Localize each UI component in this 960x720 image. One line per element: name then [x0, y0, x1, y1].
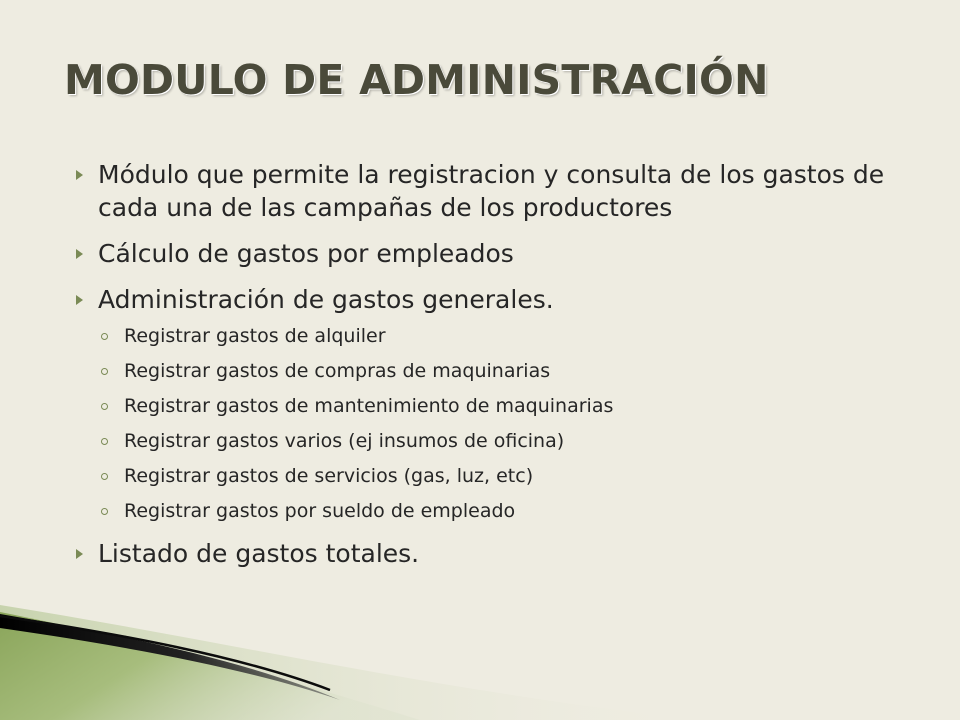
bullet-item	[70, 237, 910, 270]
arrow-bullet-icon	[76, 295, 83, 305]
bullet-item	[70, 158, 910, 224]
circle-bullet-icon	[101, 368, 108, 375]
circle-bullet-icon	[101, 333, 108, 340]
bullet-text: Módulo que permite la registracion y consulta de los gastos de cada una de las campañas de los productores	[98, 160, 885, 222]
sub-bullet-text: Registrar gastos de mantenimiento de maquinarias	[124, 395, 614, 417]
sub-bullet-text: Registrar gastos de servicios (gas, luz, etc)	[124, 465, 534, 487]
sub-bullet-item	[70, 428, 910, 454]
circle-bullet-icon	[101, 473, 108, 480]
sub-bullet-item	[70, 323, 910, 349]
arrow-bullet-icon	[76, 249, 83, 259]
bullet-text: Administración de gastos generales.	[98, 285, 554, 314]
sub-bullet-item	[70, 358, 910, 384]
bullet-text: Cálculo de gastos por empleados	[98, 239, 514, 268]
slide-title: MODULO DE ADMINISTRACIÓN	[64, 56, 769, 104]
sub-bullet-item	[70, 498, 910, 524]
bullet-list	[70, 158, 910, 583]
bullet-text: Listado de gastos totales.	[98, 539, 420, 568]
bullet-item	[70, 537, 910, 570]
sub-bullet-item	[70, 463, 910, 489]
sub-bullet-text: Registrar gastos de alquiler	[124, 325, 386, 347]
arrow-bullet-icon	[76, 170, 83, 180]
circle-bullet-icon	[101, 403, 108, 410]
arrow-bullet-icon	[76, 549, 83, 559]
bullet-item	[70, 283, 910, 316]
sub-bullet-item	[70, 393, 910, 419]
circle-bullet-icon	[101, 508, 108, 515]
circle-bullet-icon	[101, 438, 108, 445]
sub-bullet-list	[70, 323, 910, 524]
sub-bullet-text: Registrar gastos varios (ej insumos de oficina)	[124, 430, 565, 452]
sub-bullet-text: Registrar gastos por sueldo de empleado	[124, 500, 516, 522]
sub-bullet-text: Registrar gastos de compras de maquinarias	[124, 360, 551, 382]
